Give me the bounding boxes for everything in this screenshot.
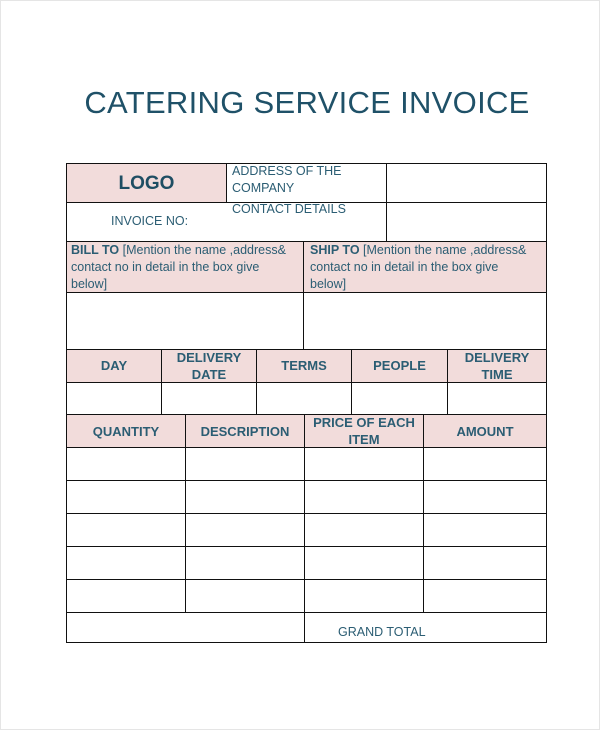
ship-to-line-2: contact no in detail in the box give — [310, 260, 499, 274]
people-field[interactable] — [352, 383, 447, 414]
delivery-time-field[interactable] — [448, 383, 546, 414]
quantity-header: QUANTITY — [92, 423, 160, 439]
table-row[interactable] — [67, 514, 546, 546]
bill-to-line-2: contact no in detail in the box give — [71, 260, 260, 274]
day-field[interactable] — [67, 383, 161, 414]
table-row[interactable] — [67, 481, 546, 513]
address-line-2: COMPANY — [232, 181, 295, 195]
price-each-item-header: PRICE OF EACH ITEM — [313, 415, 415, 447]
delivery-date-header: DELIVERY DATE — [176, 349, 242, 382]
grand-total-label: GRAND TOTAL — [338, 625, 426, 639]
ship-to-field[interactable] — [304, 293, 546, 349]
ship-to-text — [310, 242, 546, 293]
terms-field[interactable] — [257, 383, 351, 414]
ship-to-label: SHIP TO — [310, 243, 360, 257]
table-row[interactable] — [67, 580, 546, 612]
table-row[interactable] — [67, 547, 546, 579]
description-header: DESCRIPTION — [200, 423, 290, 439]
delivery-time-header: DELIVERY TIME — [464, 349, 530, 382]
grand-total-field[interactable] — [424, 613, 546, 642]
terms-header: TERMS — [281, 358, 327, 373]
people-header: PEOPLE — [373, 358, 426, 373]
amount-header: AMOUNT — [456, 423, 514, 439]
company-logo: LOGO — [118, 172, 175, 194]
bill-to-line-3: below] — [71, 277, 108, 291]
bill-to-line-1: [Mention the name ,address& — [122, 243, 286, 257]
table-row[interactable] — [67, 448, 546, 480]
address-line-1: ADDRESS OF THE — [232, 164, 342, 178]
ship-to-line-1: [Mention the name ,address& — [363, 243, 527, 257]
contact-details: CONTACT DETAILS — [232, 202, 346, 216]
invoice-no-label: INVOICE NO: — [111, 214, 189, 228]
bill-to-field[interactable] — [67, 293, 303, 349]
day-header: DAY — [100, 358, 128, 373]
ship-to-line-3: below] — [310, 277, 347, 291]
delivery-date-field[interactable] — [162, 383, 256, 414]
bill-to-text — [71, 242, 301, 293]
company-address — [232, 163, 342, 197]
bill-to-label: BILL TO — [71, 243, 120, 257]
page-title: CATERING SERVICE INVOICE — [84, 85, 530, 120]
